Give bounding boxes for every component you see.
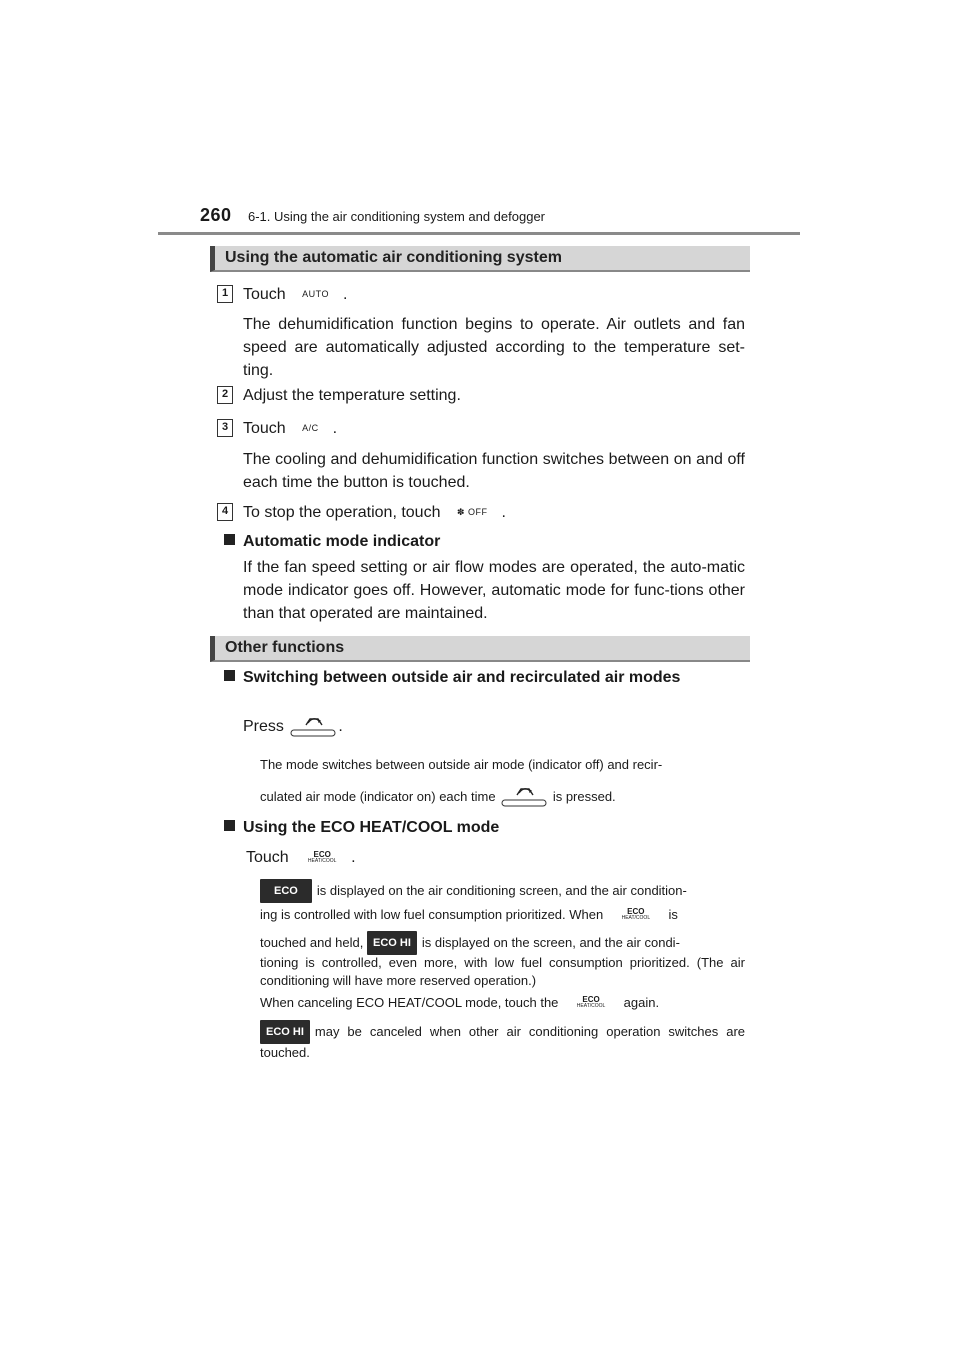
recirc-heading: Switching between outside air and recirculated air modes — [224, 669, 680, 687]
step-number-2: 2 — [217, 386, 233, 404]
step-2-text: Adjust the temperature setting. — [243, 387, 461, 404]
step-1-touch: Touch — [243, 286, 286, 303]
fan-off-button-icon — [457, 501, 488, 524]
chapter-title: 6-1. Using the air conditioning system and defogger — [248, 209, 546, 224]
eco-para-6: ECO HI may be canceled when other air conditioning operation switches are touched. — [260, 1020, 745, 1062]
step-1-description: The dehumidification function begins to operate. Air outlets and fan speed are automatically adjusted according to the temperature set-ting. — [243, 316, 745, 379]
step-number-1: 1 — [217, 285, 233, 303]
auto-mode-indicator-heading: Automatic mode indicator — [224, 533, 440, 551]
eco-touch: Touch — [246, 849, 289, 866]
auto-mode-indicator-text: If the fan speed setting or air flow modes are operated, the auto-matic mode indicator goes off. However, automatic mode for func-tions other than that operated are maintained. — [243, 559, 745, 622]
header-rule — [158, 232, 800, 235]
eco-hi-badge: ECO HI — [260, 1020, 310, 1044]
step-4-period: . — [501, 504, 506, 521]
eco-heat-cool-button-icon: ECO HEAT/COOL — [307, 850, 337, 864]
square-bullet-icon — [224, 670, 235, 681]
eco-badge: ECO — [260, 879, 312, 903]
eco-para-5: When canceling ECO HEAT/COOL mode, touch the ECO HEAT/COOL again. — [260, 995, 660, 1010]
step-3-period: . — [332, 420, 338, 437]
step-3-description: The cooling and dehumidification function switches between on and off each time the button is touched. — [243, 451, 745, 491]
fan-off-label: OFF — [467, 507, 488, 517]
square-bullet-icon — [224, 820, 235, 831]
eco-heat-cool-button-icon: ECO HEAT/COOL — [621, 907, 651, 921]
eco-touch-period: . — [351, 849, 356, 866]
recirc-press-period: . — [338, 718, 343, 735]
recirc-note-line-1: The mode switches between outside air mode (indicator off) and recir- — [260, 757, 663, 772]
recirculation-button-icon — [500, 785, 548, 807]
section-title-auto-ac: Using the automatic air conditioning system — [210, 246, 750, 272]
eco-para-4: tioning is controlled, even more, with low fuel consumption prioritized. (The air conditioning will have more reserved operation.) — [260, 955, 745, 988]
auto-button-icon: AUTO — [302, 289, 329, 299]
section-title-other-functions: Other functions — [210, 636, 750, 662]
eco-touch-line — [246, 846, 748, 869]
step-1-period: . — [343, 286, 348, 303]
recirc-press-line — [243, 715, 745, 738]
ac-button-icon: A/C — [302, 423, 319, 433]
square-bullet-icon — [224, 534, 235, 545]
eco-heat-cool-button-icon: ECO HEAT/COOL — [576, 995, 606, 1009]
fan-icon: ✽ — [456, 507, 465, 517]
step-number-3: 3 — [217, 419, 233, 437]
recirculation-button-icon — [289, 715, 337, 737]
eco-hi-badge: ECO HI — [367, 931, 417, 955]
eco-para-2: ing is controlled with low fuel consumption prioritized. When ECO HEAT/COOL is — [260, 907, 678, 922]
recirc-press: Press — [243, 718, 284, 735]
step-1-text — [243, 283, 745, 306]
step-4-text-before: To stop the operation, touch — [243, 504, 441, 521]
step-3-touch: Touch — [243, 420, 286, 437]
eco-para-3: touched and held, ECO HI is displayed on the screen, and the air condi- — [260, 931, 745, 955]
step-number-4: 4 — [217, 503, 233, 521]
step-4-text — [243, 501, 745, 524]
eco-para-1: ECO is displayed on the air conditioning screen, and the air condition- — [260, 879, 745, 903]
step-3-text — [243, 417, 745, 440]
page-number: 260 — [200, 205, 232, 225]
recirc-note-line-2: culated air mode (indicator on) each time is pressed. — [260, 785, 745, 807]
eco-mode-heading: Using the ECO HEAT/COOL mode — [224, 819, 499, 837]
